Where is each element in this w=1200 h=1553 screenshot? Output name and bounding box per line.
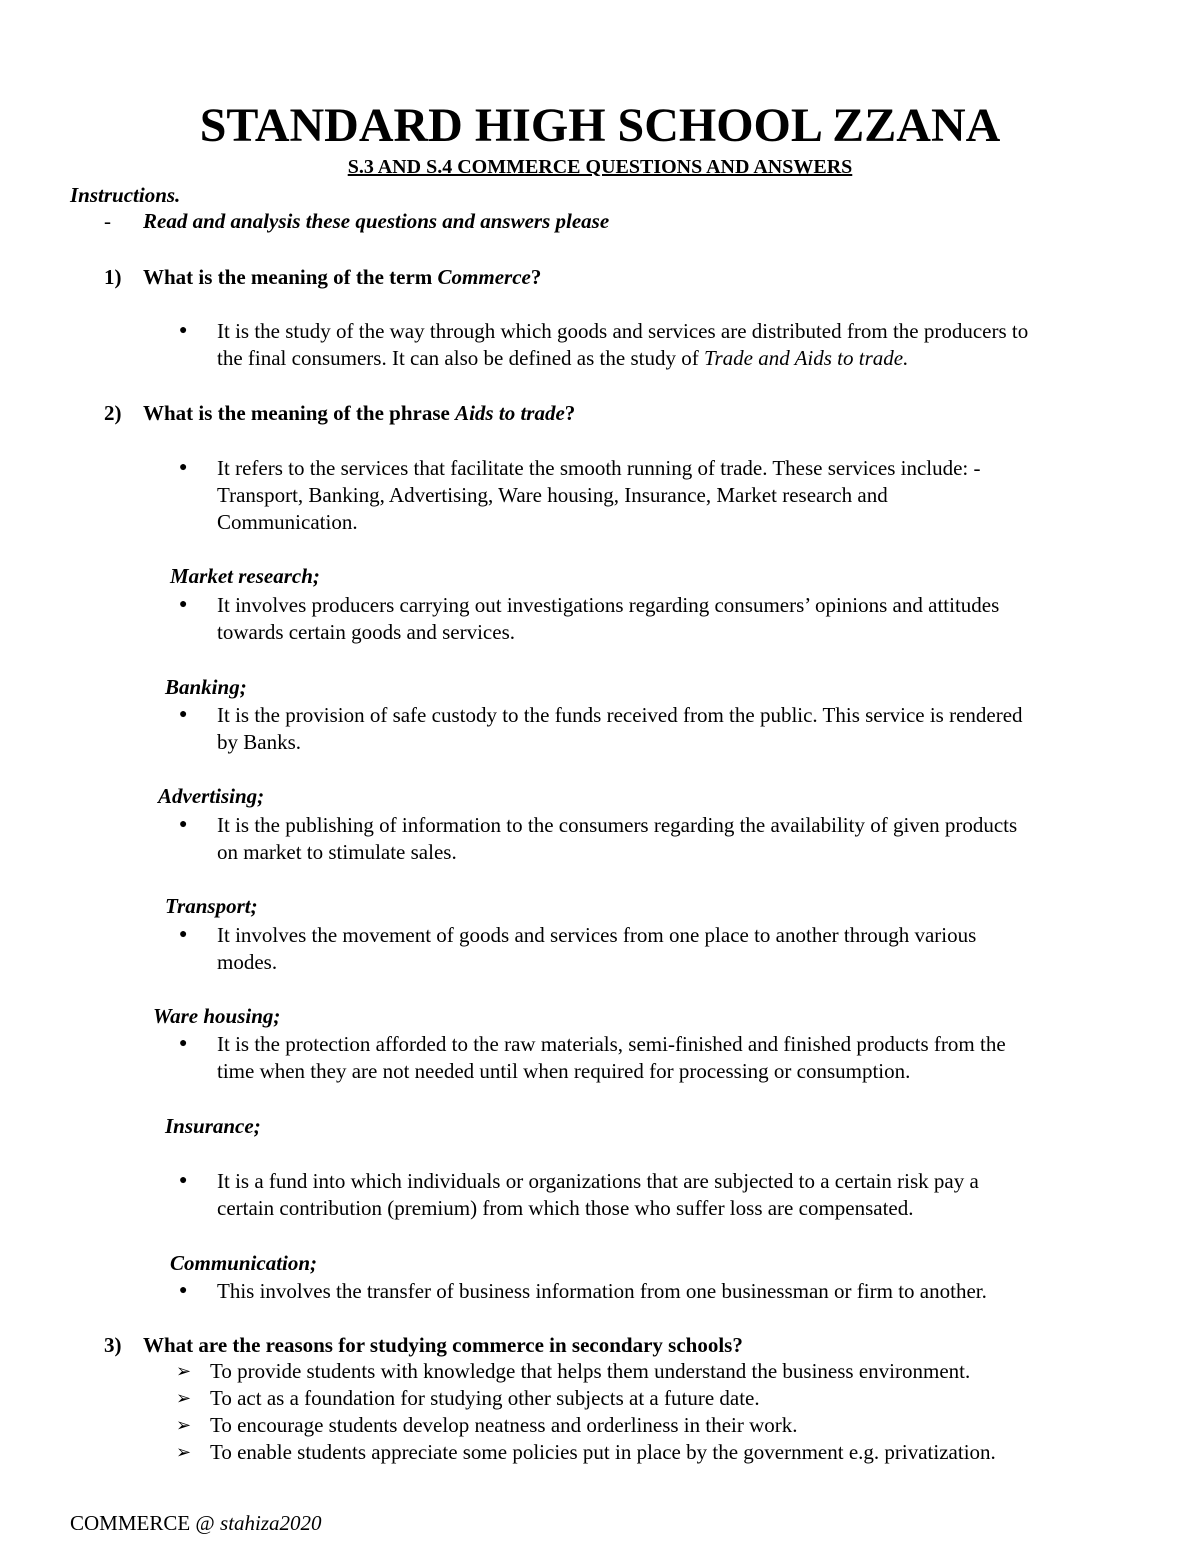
bullet-icon: ● [179,597,188,612]
section-heading-transport: Transport; [165,894,258,918]
ware-housing-line-1: It is the protection afforded to the raw materials, semi-finished and finished products from the [217,1032,1006,1056]
question-2: What is the meaning of the phrase Aids to trade? [143,401,576,425]
market-research-line-1: It involves producers carrying out investigations regarding consumers’ opinions and attitudes [217,593,1000,617]
arrow-bullet-icon: ➢ [176,1442,192,1462]
bullet-icon: ● [179,1036,188,1051]
instructions-dash: - [104,209,111,233]
q3-answer-3: To encourage students develop neatness and orderliness in their work. [210,1413,798,1437]
section-heading-banking: Banking; [165,675,247,699]
question-1: What is the meaning of the term Commerce? [143,265,542,289]
insurance-line-1: It is a fund into which individuals or organizations that are subjected to a certain risk pay a [217,1169,979,1193]
q3-answer-4: To enable students appreciate some policies put in place by the government e.g. privatization. [210,1440,996,1464]
bullet-icon: ● [179,817,188,832]
page-subtitle: S.3 AND S.4 COMMERCE QUESTIONS AND ANSWERS [347,156,853,178]
section-heading-market-research: Market research; [170,564,320,588]
bullet-icon: ● [179,927,188,942]
question-3: What are the reasons for studying commerce in secondary schools? [143,1333,743,1357]
arrow-bullet-icon: ➢ [176,1415,192,1435]
section-heading-ware-housing: Ware housing; [153,1004,281,1028]
page-title: STANDARD HIGH SCHOOL ZZANA [199,99,1001,152]
arrow-bullet-icon: ➢ [176,1361,192,1381]
ware-housing-line-2: time when they are not needed until when required for processing or consumption. [217,1059,911,1083]
bullet-icon: ● [179,1283,188,1298]
question-2-term: Aids to trade [455,401,565,425]
bullet-icon: ● [179,323,188,338]
communication-line-1: This involves the transfer of business information from one businessman or firm to another. [217,1279,987,1303]
question-1-term: Commerce [437,265,531,289]
insurance-line-2: certain contribution (premium) from which those who suffer loss are compensated. [217,1196,914,1220]
q1-answer-line-2: the final consumers. It can also be defined as the study of Trade and Aids to trade. [217,346,909,370]
bullet-icon: ● [179,707,188,722]
instructions-label: Instructions. [70,183,181,207]
bullet-icon: ● [179,1173,188,1188]
q3-answer-1: To provide students with knowledge that helps them understand the business environment. [210,1359,971,1383]
advertising-line-1: It is the publishing of information to the consumers regarding the availability of given products [217,813,1018,837]
transport-line-2: modes. [217,950,278,974]
q2-answer-line-2: Transport, Banking, Advertising, Ware housing, Insurance, Market research and [217,483,888,507]
q2-answer-line-1: It refers to the services that facilitate the smooth running of trade. These services include: - [217,456,981,480]
footer-handle: stahiza2020 [220,1511,322,1535]
banking-line-1: It is the provision of safe custody to the funds received from the public. This service is rendered [217,703,1023,727]
page-footer: COMMERCE @ stahiza2020 [70,1511,322,1535]
q1-answer-line-1: It is the study of the way through which goods and services are distributed from the producers to [217,319,1029,343]
question-2-number: 2) [104,401,122,425]
section-heading-communication: Communication; [170,1251,318,1275]
question-3-number: 3) [104,1333,122,1357]
q3-answer-2: To act as a foundation for studying other subjects at a future date. [210,1386,760,1410]
q2-answer-line-3: Communication. [217,510,358,534]
advertising-line-2: on market to stimulate sales. [217,840,457,864]
section-heading-insurance: Insurance; [165,1114,261,1138]
section-heading-advertising: Advertising; [158,784,265,808]
arrow-bullet-icon: ➢ [176,1388,192,1408]
question-1-number: 1) [104,265,122,289]
banking-line-2: by Banks. [217,730,301,754]
instructions-text: Read and analysis these questions and answers please [143,209,610,233]
market-research-line-2: towards certain goods and services. [217,620,515,644]
transport-line-1: It involves the movement of goods and services from one place to another through various [217,923,977,947]
bullet-icon: ● [179,460,188,475]
